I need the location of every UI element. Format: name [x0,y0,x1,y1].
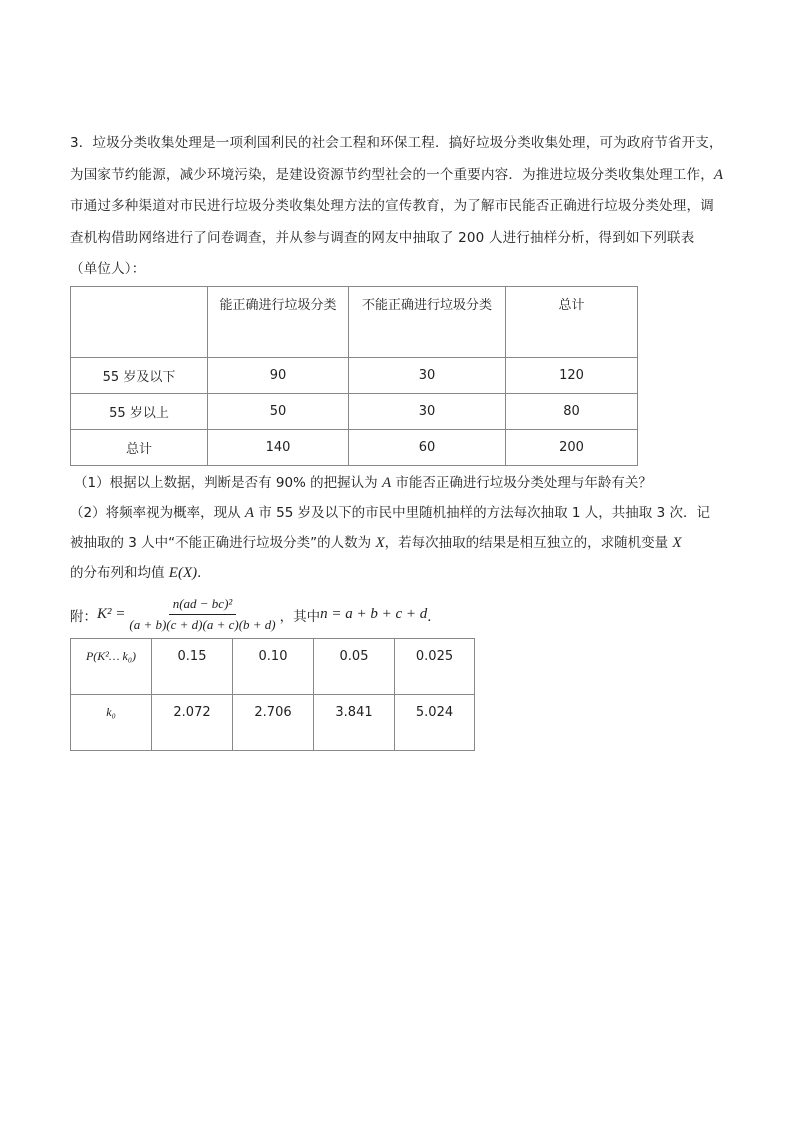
table-row [71,429,638,465]
table-cell: 总计 [71,429,208,465]
table-header-row [71,286,638,357]
table-row [71,694,475,750]
contingency-table [70,286,638,466]
table-cell: 3.841 [314,694,395,750]
formula-end: ． [427,608,441,625]
table-row-label: P(K²… k₀) [71,638,152,694]
table-cell: 30 [349,357,506,393]
q2-text-c: 被抽取的 3 人中“不能正确进行垃圾分类”的人数为 [70,534,376,551]
table-cell: 80 [506,393,638,429]
intro-line-1: 垃圾分类收集处理是一项利国利民的社会工程和环保工程．搞好垃圾分类收集处理，可为政府节省开支， [92,135,723,151]
table-row [71,357,638,393]
formula-denominator: (a + b)(c + d)(a + c)(b + d) [129,617,276,632]
formula-line [70,594,726,636]
table-cell: 55 岁及以下 [71,357,208,393]
table-cell: 5.024 [395,694,475,750]
table-header-cell: 总计 [506,286,638,357]
table-cell: 140 [208,429,349,465]
q1-text-b: 市能否正确进行垃圾分类处理与年龄有关？ [391,474,652,491]
formula-relation: n = a + b + c + d [320,606,428,622]
table-cell: 200 [506,429,638,465]
table-cell: 90 [208,357,349,393]
table-cell: 2.706 [233,694,314,750]
problem-number: 3． [70,135,93,151]
formula-middle: ，其中 [279,608,321,625]
table-cell: 60 [349,429,506,465]
intro-line-5: （单位人）： [70,261,146,277]
q2-variable-x: X [375,534,385,551]
table-header-cell: 能正确进行垃圾分类 [208,286,349,357]
table-cell: 0.10 [233,638,314,694]
intro-line-3: 市通过多种渠道对市民进行垃圾分类收集处理方法的宣传教育，为了解市民能否正确进行垃圾分类处理， [70,198,701,214]
q1-text-a: （1）根据以上数据，判断是否有 90% 的把握认为 [74,474,382,491]
table-cell: 2.072 [152,694,233,750]
q2-text-e: 的分布列和均值 [70,564,169,581]
table-row [71,393,638,429]
table-cell: 30 [349,393,506,429]
expectation: E(X) [168,564,198,581]
table-cell: 120 [506,357,638,393]
q2-text-f: ． [197,564,211,581]
table-row [71,638,475,694]
critical-value-table [70,638,475,751]
q2-variable-x2: X [672,534,682,551]
q2-text-a: （2）将频率视为概率，现从 [70,504,245,521]
q2-variable: A [244,504,255,521]
table-row-label: k₀ [71,694,152,750]
q2-text-d: ，若每次抽取的结果是相互独立的，求随机变量 [384,534,673,551]
table-cell: 55 岁以上 [71,393,208,429]
table-header-cell [71,286,208,357]
formula-lhs: K² = [97,606,126,622]
city-variable: A [713,166,724,183]
intro-line-2: 为国家节约能源，减少环境污染，是建设资源节约型社会的一个重要内容．为推进垃圾分类收集处理工作， [70,166,714,183]
q1-variable: A [381,474,392,491]
formula-prefix: 附： [70,608,97,625]
table-cell: 50 [208,393,349,429]
page [70,128,726,751]
formula-numerator: n(ad − bc)² [169,596,237,615]
question-1 [74,468,726,498]
table-cell: 0.025 [395,638,475,694]
formula-fraction [129,596,275,633]
problem-intro [70,128,726,286]
table-header-cell: 不能正确进行垃圾分类 [349,286,506,357]
table-cell: 0.15 [152,638,233,694]
table-cell: 0.05 [314,638,395,694]
q2-text-b: 市 55 岁及以下的市民中里随机抽样的方法每次抽取 1 人，共抽取 3 次．记 [254,504,710,521]
question-2 [70,498,726,588]
intro-line-4: 调查机构借助网络进行了问卷调查，并从参与调查的网友中抽取了 200 人进行抽样分析，得到如下列联表 [70,198,714,246]
